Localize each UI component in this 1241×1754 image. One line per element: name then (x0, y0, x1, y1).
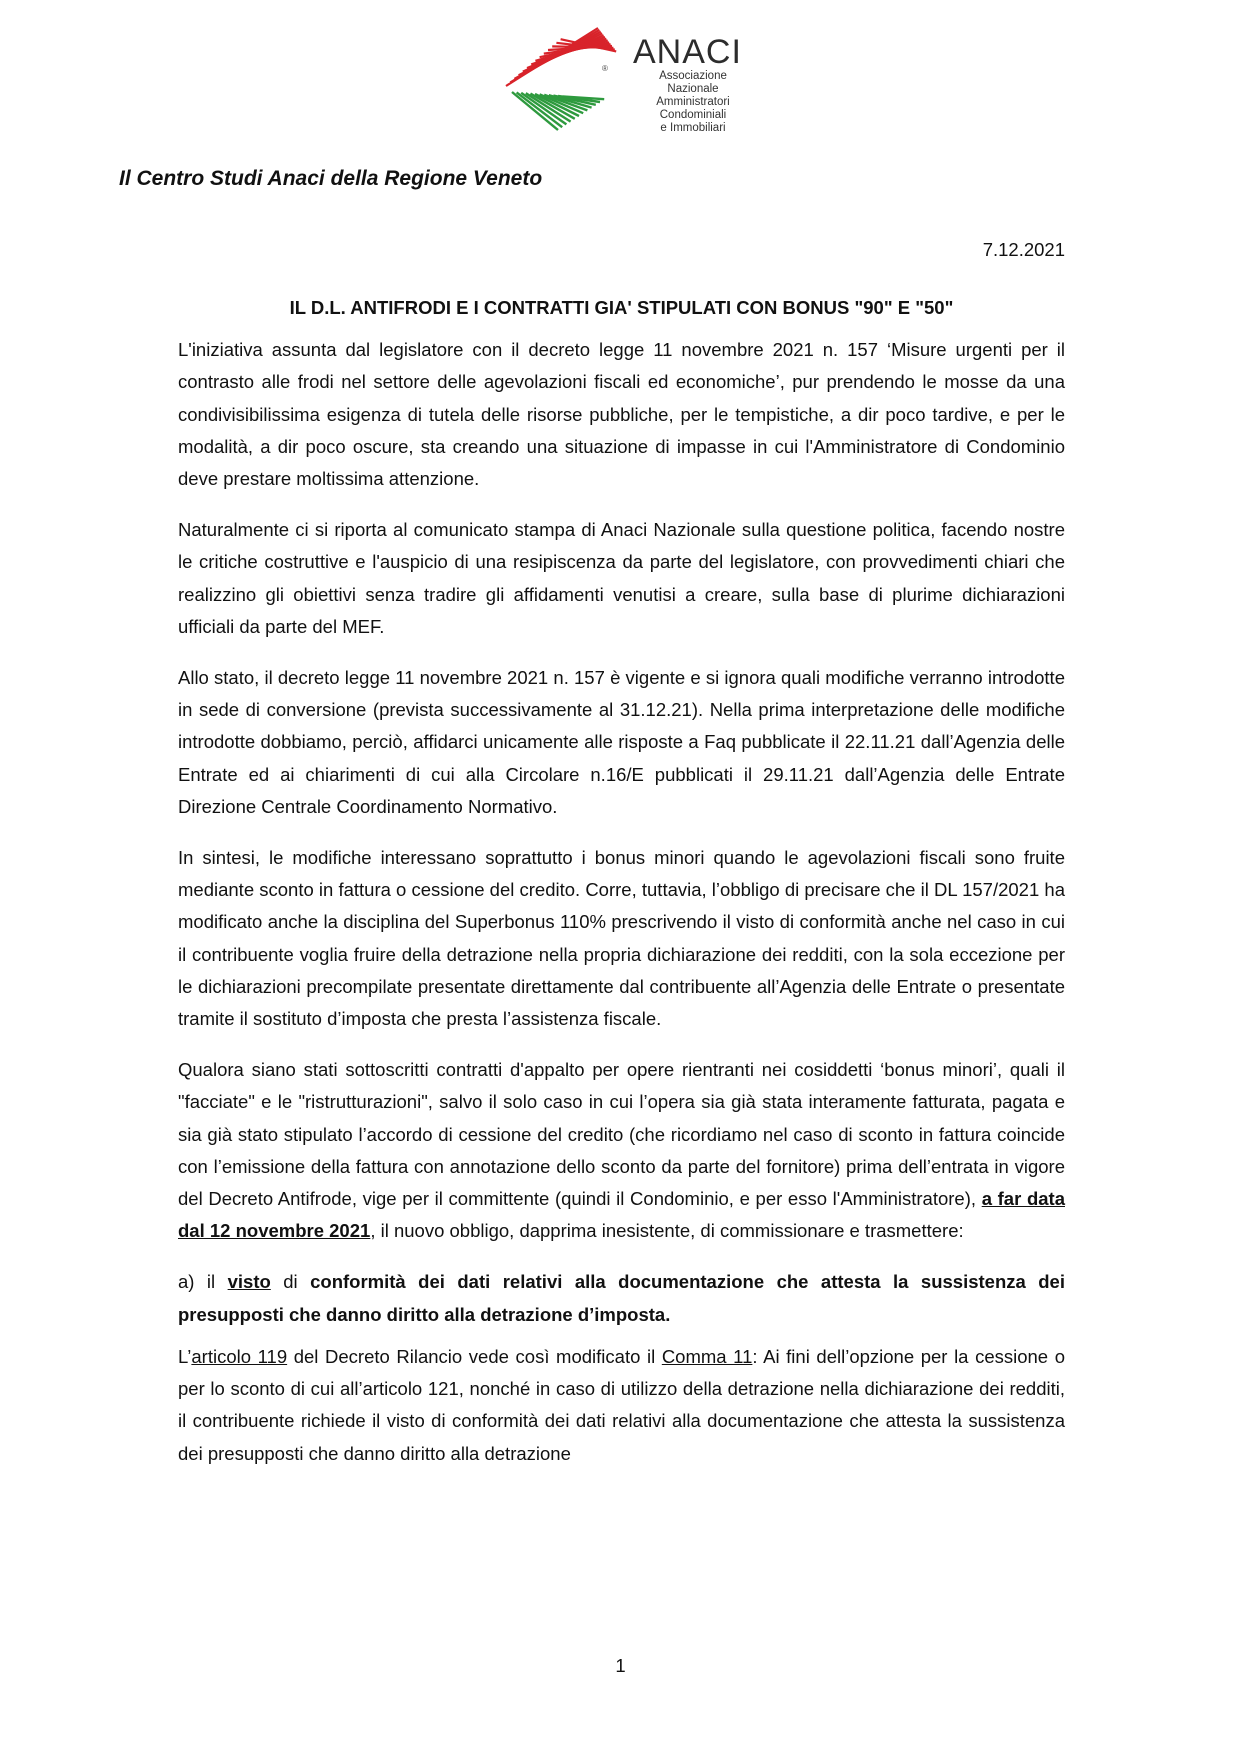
paragraph-6-visto: visto (227, 1271, 271, 1293)
paragraph-7-lead: L’ (178, 1345, 192, 1367)
anaci-logo (498, 18, 758, 136)
paragraph-3: Allo stato, il decreto legge 11 novembre 2021 n. 157 è vigente e si ignora quali modifiche verranno introdotte in sede di conversione (prevista successivamente al 31.12.21). Nella prima interpretazione delle modifiche introdotte dobbiamo, perciò, affidarci unicamente alle risposte a Faq pubblicate il 22.11.21 dall’Agenzia delle Entrate ed ai chiarimenti di cui alla Circolare n.16/E pubblicati il 29.11.21 dall’Agenzia delle Entrate Direzione Centrale Coordinamento Normativo. (178, 667, 1065, 817)
paragraph-6-bold: conformità dei dati relativi alla documentazione che attesta la sussistenza dei presupposti che danno diritto alla detrazione d’imposta (178, 1271, 1065, 1325)
paragraph-5-text-end: , il nuovo obbligo, dapprima inesistente, di commissionare e trasmettere: (370, 1220, 964, 1242)
paragraph-5 (178, 1054, 1065, 1247)
page-number: 1 (615, 1655, 626, 1676)
paragraph-6-di: di (270, 1271, 311, 1293)
paragraph-7 (178, 1341, 1065, 1470)
logo-name: ANACI (633, 33, 742, 71)
paragraph-4: In sintesi, le modifiche interessano soprattutto i bonus minori quando le agevolazioni fiscali sono fruite mediante sconto in fattura o cessione del credito. Corre, tuttavia, l’obbligo di precisare che il DL 157/2021 ha modificato anche la disciplina del Superbonus 110% prescrivendo il visto di conformità anche nel caso in cui il contribuente voglia fruire della detrazione nella propria dichiarazione dei redditi, con la sola eccezione per le dichiarazioni precompilate presentate direttamente dal contribuente all’Agenzia delle Entrate o presentate tramite il sostituto d’imposta che presta l’assistenza fiscale. (178, 847, 1065, 1030)
registered-mark: ® (602, 64, 608, 73)
paragraph-7-mid: del Decreto Rilancio vede così modificato il (287, 1345, 662, 1367)
paragraph-2: Naturalmente ci si riporta al comunicato stampa di Anaci Nazionale sulla questione politica, facendo nostre le critiche costruttive e l'auspicio di una resipiscenza da parte del legislatore, con provvedimenti chiari che realizzino gli obiettivi senza tradire gli affidamenti venutisi a creare, sulla base di plurime dichiarazioni ufficiali da parte del MEF. (178, 519, 1065, 637)
comma-11-link: Comma 11 (661, 1345, 753, 1367)
logo-subtitle-line-3: e Immobiliari (660, 122, 726, 134)
paragraph-7-rest: : Ai fini dell’opzione per la cessione o per lo sconto di cui all’articolo 121, nonché in caso di utilizzo della detrazione nella dichiarazione dei redditi, il contribuente richiede il visto di conformità dei dati relativi alla documentazione che attesta la sussistenza dei presupposti che danno diritto alla detrazione (178, 1345, 1065, 1464)
paragraph-5-text: Qualora siano stati sottoscritti contratti d'appalto per opere rientranti nei cosiddetti ‘bonus minori’, quali il "facciate" e le "ristrutturazioni", salvo il solo caso in cui l’opera sia già stata interamente fatturata, pagata e sia già stato stipulato l’accordo di cessione del credito (che ricordiamo nel caso di sconto in fattura coincide con l’emissione della fattura con annotazione dello sconto da parte del fornitore) prima dell’entrata in vigore del Decreto Antifrode, vige per il committente (quindi il Condominio, e per esso l'Amministratore), (178, 1059, 1065, 1210)
document-title: IL D.L. ANTIFRODI E I CONTRATTI GIA' STIPULATI CON BONUS "90" E "50" (289, 297, 954, 318)
paragraph-6-end: . (665, 1303, 671, 1325)
logo-text (633, 34, 753, 135)
paragraph-5-date-emphasis: a far data dal 12 novembre 2021 (178, 1188, 1065, 1242)
paragraph-1: L'iniziativa assunta dal legislatore con il decreto legge 11 novembre 2021 n. 157 ‘Misure urgenti per il contrasto alle frodi nel settore delle agevolazioni fiscali ed economiche’, pur prendendo le mosse da una condivisibilissima esigenza di tutela delle risorse pubbliche, per le tempistiche, a dir poco tardive, e per le modalità, a dir poco oscure, sta creando una situazione di impasse in cui l'Amministratore di Condominio deve prestare moltissima attenzione. (178, 339, 1065, 490)
centro-studi-heading: Il Centro Studi Anaci della Regione Veneto (119, 167, 543, 190)
document-body (178, 292, 1065, 1489)
articolo-119-link: articolo 119 (191, 1345, 288, 1367)
anaci-logo-mark (498, 18, 630, 136)
logo-subtitle-line-1: Associazione Nazionale (659, 70, 727, 95)
paragraph-6-lead: a) il (178, 1271, 228, 1293)
logo-subtitle-line-2: Amministratori Condominiali (656, 96, 730, 121)
paragraph-6 (178, 1266, 1065, 1330)
document-date: 7.12.2021 (982, 239, 1065, 260)
